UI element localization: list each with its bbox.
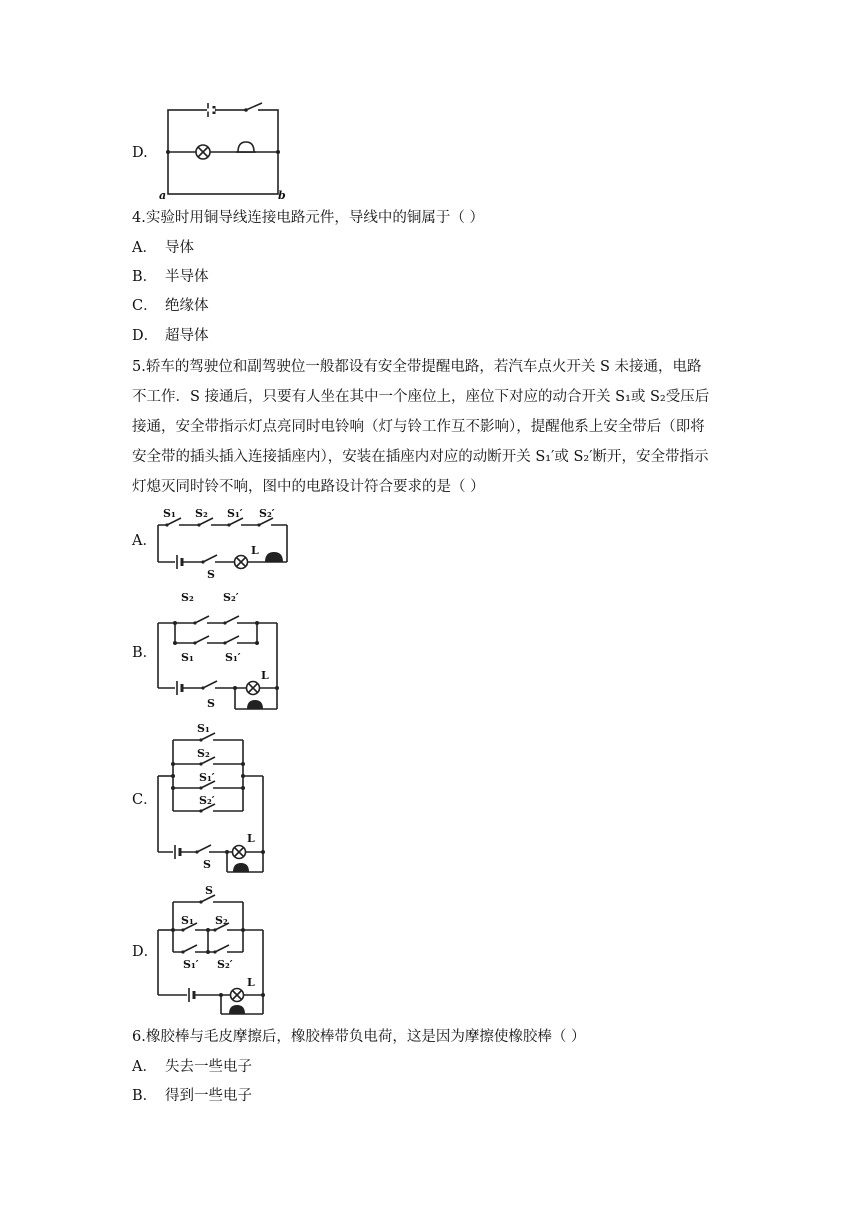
q5d-label-l: L [247,976,255,989]
q4-option-c-letter: C． [132,298,158,314]
q5c-label-s: S [203,858,211,871]
battery-icon [187,988,195,1002]
q5a-label-s2p: S₂′ [259,507,275,520]
q4-stem: 4.实验时用铜导线连接电路元件，导线中的铜属于（ ） [132,210,484,226]
q5d-label-s2p: S₂′ [217,958,233,971]
q5d-label-s: S [205,884,213,897]
q5b-label-l: L [261,669,269,682]
q3-option-d-letter: D. [132,145,148,161]
q5-stem-line: 不工作．S 接通后，只要有人坐在其中一个座位上，座位下对应的动合开关 S₁或 S₂受压后 [132,389,710,405]
q5c-label-s1p: S₁′ [199,771,215,784]
battery-icon [173,845,181,859]
bell-icon [247,700,263,709]
q6-option-a-letter: A． [132,1059,157,1075]
switch-s1-icon [193,636,209,646]
q3-option-d-circuit [158,100,288,200]
q4-option-a-text: 导体 [165,240,194,256]
q5-option-b-circuit [155,585,285,715]
q5-stem-line: 安全带的插头插入连接插座内），安装在插座内对应的动断开关 S₁′或 S₂′断开，安全带指示 [132,449,709,465]
switch-s-icon [195,845,211,856]
switch-s-icon [201,555,217,566]
q5a-label-s1p: S₁′ [227,507,243,520]
lamp-icon [235,556,248,569]
q5c-label-s1: S₁ [197,722,210,735]
q6-stem: 6.橡胶棒与毛皮摩擦后，橡胶棒带负电荷，这是因为摩擦使橡胶棒（ ） [132,1029,586,1045]
switch-s2-icon [193,616,209,626]
battery-icon [175,681,183,695]
switch-s1p-icon [223,636,239,646]
battery-icon [175,555,183,569]
q5a-label-s1: S₁ [163,507,176,520]
q4-option-d-text: 超导体 [165,328,209,344]
q5-option-d-letter: D． [132,944,159,960]
q5b-label-s: S [207,697,215,710]
q5c-label-s2p: S₂′ [199,794,215,807]
q5a-label-s: S [207,568,215,581]
q4-option-b-text: 半导体 [165,269,209,285]
q5-option-a-letter: A． [132,533,157,549]
lamp-icon [247,682,260,695]
q3-label-b: b [278,189,286,202]
q5-option-a-circuit [155,500,295,580]
q4-option-b-letter: B． [132,269,158,285]
q5-option-b-letter: B． [132,645,158,661]
lamp-icon [233,846,246,859]
switch-s2p-icon [213,945,229,955]
q5b-label-s1p: S₁′ [225,651,241,664]
q5d-label-s1: S₁ [181,914,194,927]
q5b-label-s2: S₂ [181,591,194,604]
switch-s2p-icon [223,616,239,626]
q5-stem-line: 5.轿车的驾驶位和副驾驶位一般都设有安全带提醒电路，若汽车点火开关 S 未接通，电路 [132,359,702,375]
q5a-label-s2: S₂ [195,507,208,520]
q5-option-d-circuit [155,882,285,1022]
q4-option-c-text: 绝缘体 [165,298,209,314]
q5b-label-s1: S₁ [181,651,194,664]
q5-stem [132,352,732,502]
q5-option-c-circuit [155,718,285,878]
q6-option-b-letter: B． [132,1088,158,1104]
q5d-label-s1p: S₁′ [183,958,199,971]
q5c-label-l: L [247,832,255,845]
q5a-label-l: L [251,544,259,557]
switch-s1p-icon [181,945,197,955]
q6-option-b-text: 得到一些电子 [165,1088,252,1104]
q5b-label-s2p: S₂′ [223,591,239,604]
bell-icon [233,863,249,872]
bell-icon [265,552,283,562]
lamp-icon [231,989,244,1002]
q5-option-c-letter: C． [132,792,158,808]
q4-option-d-letter: D． [132,328,159,344]
q6-option-a-text: 失去一些电子 [165,1059,252,1075]
q5-stem-line: 灯熄灭同时铃不响，图中的电路设计符合要求的是（ ） [132,479,485,495]
q5c-label-s2: S₂ [197,747,210,760]
q3-label-a: a [159,189,167,202]
switch-s-icon [201,681,217,692]
q5d-label-s2: S₂ [215,914,228,927]
q4-option-a-letter: A． [132,240,157,256]
bell-icon [229,1005,245,1014]
q5-stem-line: 接通，安全带指示灯点亮同时电铃响（灯与铃工作互不影响），提醒他系上安全带后（即将 [132,419,705,435]
